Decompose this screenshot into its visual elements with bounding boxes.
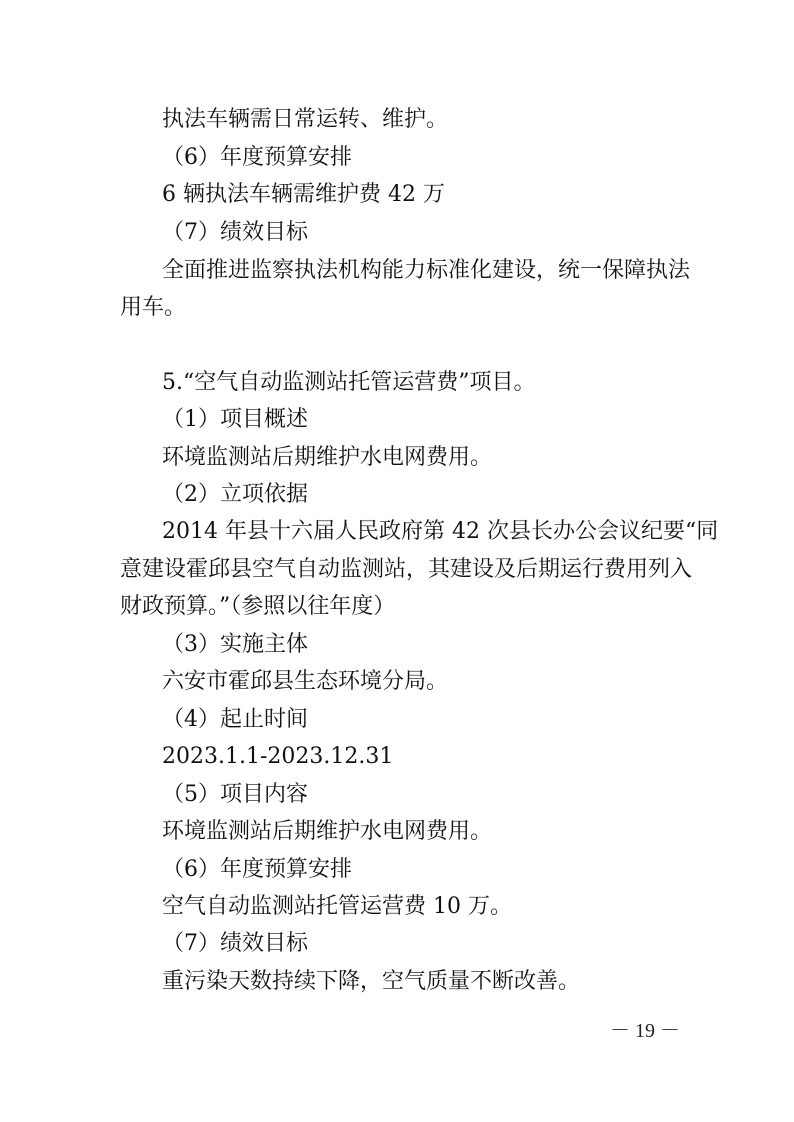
section-heading: （5）项目内容 (162, 782, 308, 807)
body-line-continued: 意建设霍邱县空气自动监测站，其建设及后期运行费用列入 (120, 557, 693, 582)
body-line: 6 辆执法车辆需维护费 42 万 (162, 182, 445, 207)
date-range: 2023.1.1-2023.12.31 (162, 744, 394, 769)
body-line-continued: 财政预算。”（参照以往年度） (120, 594, 396, 619)
body-line: 六安市霍邱县生态环境分局。 (162, 669, 449, 694)
body-line: 执法车辆需日常运转、维护。 (162, 107, 449, 132)
body-line: 重污染天数持续下降，空气质量不断改善。 (162, 969, 581, 994)
project-title: 5.“空气自动监测站托管运营费”项目。 (162, 370, 536, 395)
section-heading: （7）绩效目标 (162, 931, 308, 956)
body-line: 全面推进监察执法机构能力标准化建设，统一保障执法 (162, 258, 691, 283)
body-line-continued: 用车。 (120, 295, 187, 320)
page-number: － 19 － (610, 1020, 680, 1042)
body-line: 环境监测站后期维护水电网费用。 (162, 445, 493, 470)
section-heading: （7）绩效目标 (162, 220, 308, 245)
section-heading: （6）年度预算安排 (162, 145, 352, 170)
body-line: 2014 年县十六届人民政府第 42 次县长办公会议纪要“同 (162, 519, 719, 544)
body-line: 环境监测站后期维护水电网费用。 (162, 819, 493, 844)
section-heading: （1）项目概述 (162, 407, 308, 432)
section-heading: （3）实施主体 (162, 632, 308, 657)
section-heading: （6）年度预算安排 (162, 857, 352, 882)
section-heading: （4）起止时间 (162, 707, 308, 732)
body-line: 空气自动监测站托管运营费 10 万。 (162, 894, 512, 919)
section-heading: （2）立项依据 (162, 482, 308, 507)
